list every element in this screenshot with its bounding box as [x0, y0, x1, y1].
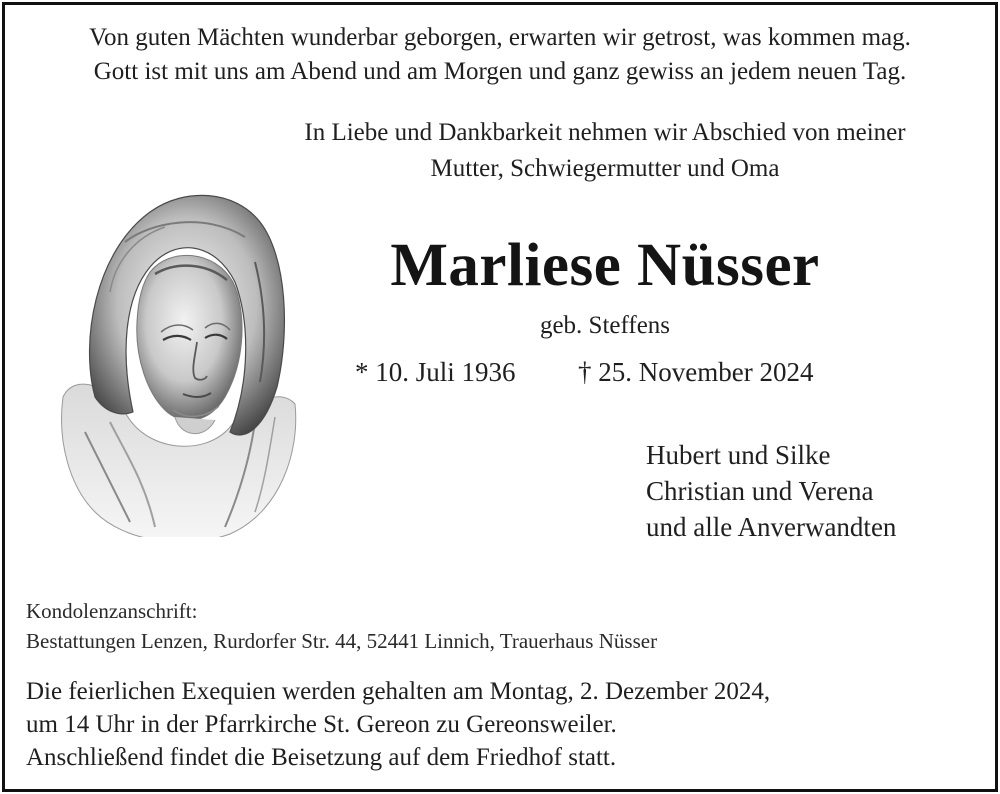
- mourner-line: Hubert und Silke: [646, 440, 831, 470]
- mourner-line: Christian und Verena: [646, 476, 874, 506]
- intro-text: [255, 115, 955, 187]
- funeral-line-3: Anschließend findet die Beisetzung auf dem Friedhof statt.: [26, 744, 617, 771]
- mourners-list: [646, 437, 896, 545]
- madonna-portrait: [55, 182, 300, 537]
- intro-line-1: In Liebe und Dankbarkeit nehmen wir Abschied von meiner: [304, 119, 906, 146]
- condolence-label: Kondolenzanschrift:: [26, 599, 198, 623]
- funeral-line-1: Die feierlichen Exequien werden gehalten am Montag, 2. Dezember 2024,: [26, 678, 771, 705]
- death-date: † 25. November 2024: [578, 357, 814, 387]
- intro-line-2: Mutter, Schwiegermutter und Oma: [430, 155, 780, 182]
- motto-verse: [0, 21, 1000, 89]
- funeral-line-2: um 14 Uhr in der Pfarrkirche St. Gereon zu Gereonsweiler.: [26, 711, 617, 738]
- condolence-address: [26, 596, 657, 656]
- deceased-name: Marliese Nüsser: [390, 232, 820, 299]
- mourner-line: und alle Anverwandten: [646, 512, 897, 542]
- motto-line-2: Gott ist mit uns am Abend und am Morgen und ganz gewiss an jedem neuen Tag.: [93, 58, 907, 85]
- maiden-name: geb. Steffens: [539, 312, 671, 339]
- funeral-details: [26, 675, 770, 774]
- birth-date: * 10. Juli 1936: [355, 357, 516, 387]
- motto-line-1: Von guten Mächten wunderbar geborgen, erwarten wir getrost, was kommen mag.: [89, 24, 911, 51]
- condolence-address-line: Bestattungen Lenzen, Rurdorfer Str. 44, 52441 Linnich, Trauerhaus Nüsser: [26, 629, 658, 653]
